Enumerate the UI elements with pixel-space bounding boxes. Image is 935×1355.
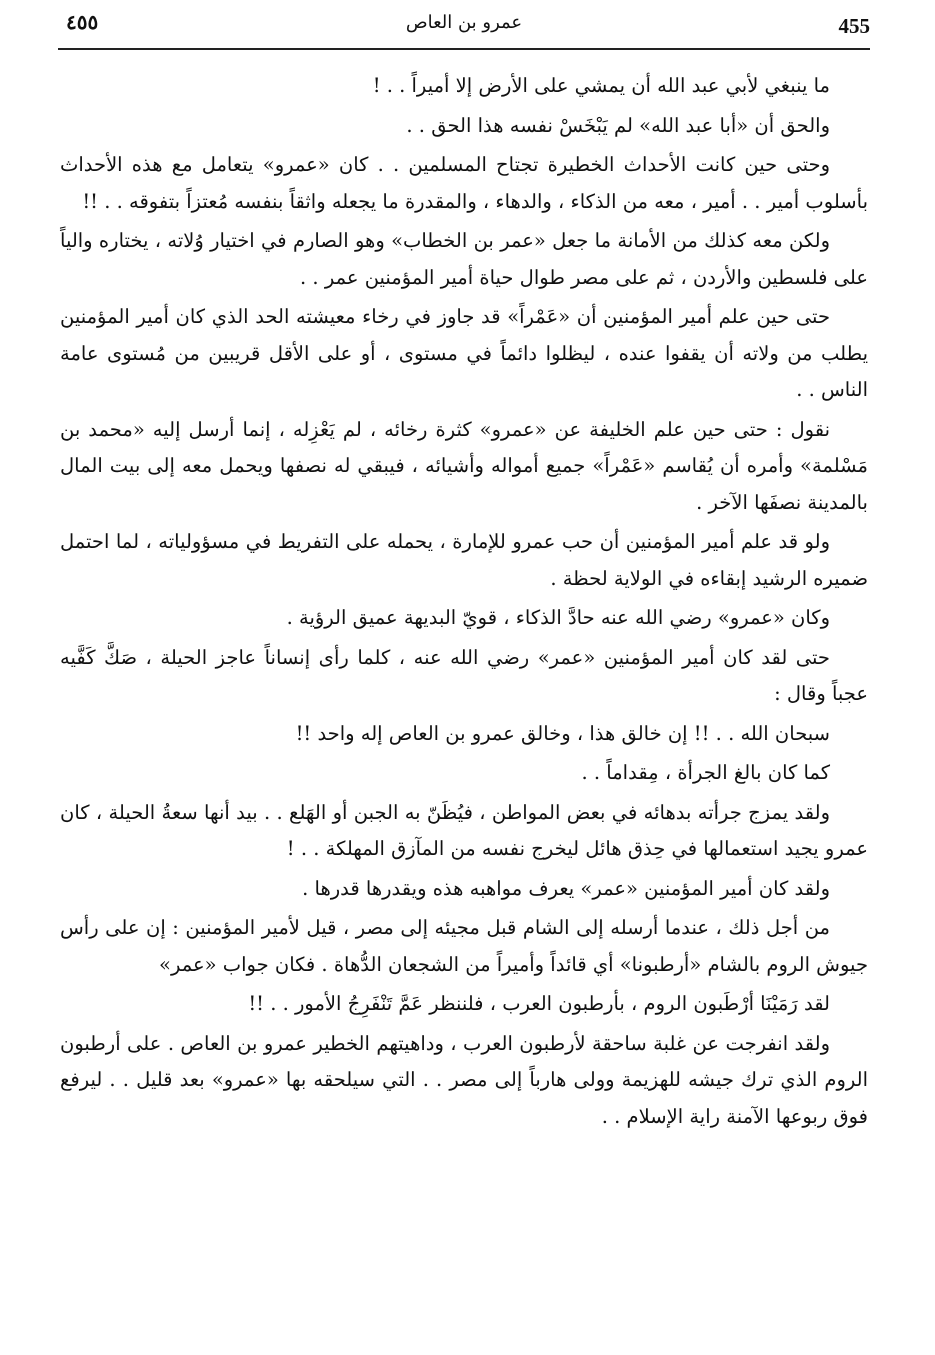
paragraph-13: من أجل ذلك ، عندما أرسله إلى الشام قبل مجيئه إلى مصر ، قيل لأمير المؤمنين : إن على رأس جيوش الروم بالشام «أرطبونا» أي قائداً وأميراً من الشجعان الدُّهاة . فكان جواب «عمر» xyxy=(60,916,868,976)
paragraph-6: نقول : حتى حين علم الخليفة عن «عمرو» كثرة رخائه ، لم يَعْزِله ، إنما أرسل إليه «محمد بن مَسْلمة» وأمره أن يُقاسم «عَمْراً» جميع أمواله وأشيائه ، فيبقي له نصفها ويحمل معه إلى بيت المال بالمدينة نصفَها الآخر . xyxy=(60,417,868,514)
page-number-latin: 455 xyxy=(838,14,870,38)
paragraph-5: حتى حين علم أمير المؤمنين أن «عَمْراً» قد جاوز في رخاء معيشته الحد الذي كان أمير المؤمنين يطلب من ولاته أن يقفوا عنده ، ليظلوا دائماً في مستوى ، أو على الأقل قريبين من مُستوى عامة الناس . . xyxy=(60,305,868,401)
body-text xyxy=(60,68,868,1135)
paragraph-7: ولو قد علم أمير المؤمنين أن حب عمرو للإمارة ، يحمله على التفريط في مسؤولياته ، لما احتمل ضميره الرشيد إبقاءه في الولاية لحظة . xyxy=(60,530,868,590)
paragraph-4: ولكن معه كذلك من الأمانة ما جعل «عمر بن الخطاب» وهو الصارم في اختيار وُلاته ، يختاره والياً على فلسطين والأردن ، ثم على مصر طوال حياة أمير المؤمنين عمر . . xyxy=(60,229,868,289)
paragraph-12: ولقد كان أمير المؤمنين «عمر» يعرف مواهبه هذه ويقدرها قدرها . xyxy=(302,876,830,900)
paragraph-1: ما ينبغي لأبي عبد الله أن يمشي على الأرض إلا أميراً . . ! xyxy=(372,74,830,97)
paragraph-11: ولقد يمزج جرأته بدهائه في بعض المواطن ، فيُظَنّ به الجبن أو الهَلع . . بيد أنها سعةُ الحيلة ، كان عمرو يجيد استعمالها في حِذق هائل ليخرج نفسه من المآزق المهلكة . . ! xyxy=(60,800,868,860)
paragraph-3: وحتى حين كانت الأحداث الخطيرة تجتاح المسلمين . . كان «عمرو» يتعامل مع هذه الأحداث بأسلوب أمير . . أمير ، معه من الذكاء ، والدهاء ، والمقدرة ما يجعله واثقاً بنفسه مُعتزاً بتفوقه . . !! xyxy=(60,153,868,213)
quote-1: سبحان الله . . !! إن خالق هذا ، وخالق عمرو بن العاص إله واحد !! xyxy=(295,721,830,745)
paragraph-9: حتى لقد كان أمير المؤمنين «عمر» رضي الله عنه ، كلما رأى إنساناً عاجز الحيلة ، صَكَّ كَفَّيه عجباً وقال : xyxy=(60,645,868,705)
running-title: عمرو بن العاص xyxy=(405,12,523,33)
paragraph-8: وكان «عمرو» رضي الله عنه حادَّ الذكاء ، قويّ البديهة عميق الرؤية . xyxy=(286,606,830,629)
header-divider xyxy=(58,48,870,50)
paragraph-14: ولقد انفرجت عن غلبة ساحقة لأرطبون العرب ، وداهيتهم الخطير عمرو بن العاص . على أرطبون الروم الذي ترك جيشه للهزيمة وولى هارباً إلى مصر . . التي سيلحقه بها «عمرو» بعد قليل . . ليرفع فوق ربوعها الآمنة راية الإسلام . . xyxy=(60,1031,868,1128)
paragraph-2: والحق أن «أبا عبد الله» لم يَبْخَسْ نفسه هذا الحق . . xyxy=(406,113,830,137)
quote-2: لقد رَمَيْنَا أرْطَبون الروم ، بأرطبون العرب ، فلننظر عَمَّ تَنْفَرِجُ الأمور . . !! xyxy=(248,992,830,1015)
paragraph-10: كما كان بالغ الجرأة ، مِقداماً . . xyxy=(581,761,830,784)
page-header xyxy=(58,8,870,46)
page-number-arabic: ٤٥٥ xyxy=(66,10,99,34)
